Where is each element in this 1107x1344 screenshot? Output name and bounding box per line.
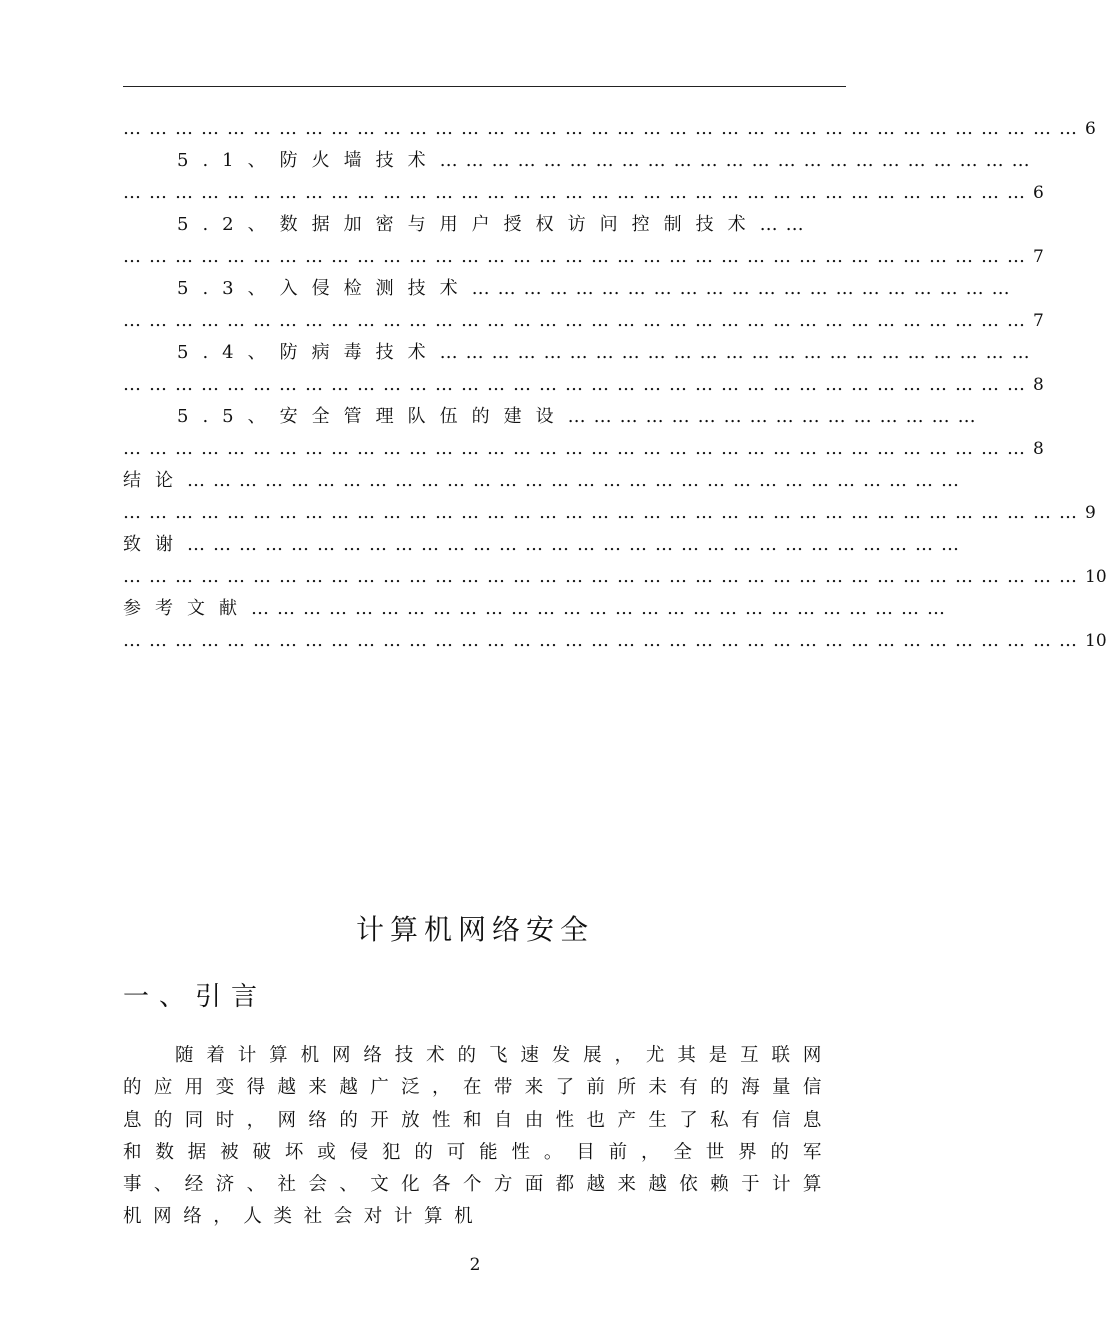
toc-entry[interactable] <box>177 404 984 430</box>
toc-page-number: 8 <box>1033 375 1044 395</box>
toc-entry[interactable] <box>177 148 1038 174</box>
toc-continuation <box>123 564 1107 590</box>
toc-leader: ………………………………………… <box>567 406 984 427</box>
toc-leader: ……………………………………………………………………………… <box>187 470 967 491</box>
toc-page-number: 8 <box>1033 439 1044 459</box>
toc-leader: ……………………………………………………… <box>471 278 1018 299</box>
toc-entry[interactable] <box>177 340 1038 366</box>
toc-continuation <box>123 116 1096 142</box>
toc-entry-label: 结论 <box>123 470 187 491</box>
toc-entry[interactable] <box>177 276 1018 302</box>
toc-leader: …… <box>759 214 812 235</box>
body-paragraph: 随着计算机网络技术的飞速发展，尤其是互联网的应用变得越来越广泛，在带来了前所未有的海量信息的同时，网络的开放性和自由性也产生了私有信息和数据被破坏或侵犯的可能性。目前，全世界的军事、经济、社会、文化各个方面都越来越依赖于计算机网络，人类社会对计算机 <box>123 1045 833 1228</box>
toc-entry-label: 5.4、防病毒技术 <box>177 342 440 363</box>
section-heading: 一、引言 <box>123 982 268 1012</box>
toc-continuation <box>123 500 1096 526</box>
toc-continuation <box>123 244 1044 270</box>
toc-continuation <box>123 180 1044 206</box>
toc-leader: …………………………………………………………………………………………… <box>123 182 1033 203</box>
toc-leader: ………………………………………………………………………………………………… <box>123 566 1085 587</box>
toc-entry-label: 5.2、数据加密与用户授权访问控制技术 <box>177 214 760 235</box>
article-title: 计算机网络安全 <box>355 913 594 946</box>
toc-leader: …………………………………………………………………………………………… <box>123 310 1033 331</box>
page-number: 2 <box>469 1255 481 1275</box>
toc-continuation <box>123 628 1107 654</box>
toc-leader: ……………………………………………………………………………… <box>187 534 967 555</box>
toc-entry-label: 5.3、入侵检测技术 <box>177 278 472 299</box>
toc-entry[interactable] <box>123 468 967 494</box>
toc-continuation <box>123 436 1044 462</box>
toc-page-number: 10 <box>1085 567 1107 587</box>
toc-page-number: 6 <box>1085 119 1096 139</box>
header-rule <box>123 86 846 87</box>
toc-leader: ………………………………………………………………………………………………… <box>123 118 1085 139</box>
toc-page-number: 7 <box>1033 311 1044 331</box>
toc-leader: …………………………………………………………… <box>439 342 1038 363</box>
toc-page-number: 7 <box>1033 247 1044 267</box>
toc-leader: ………………………………………………………………………………………………… <box>123 502 1085 523</box>
toc-continuation <box>123 308 1044 334</box>
toc-entry-label: 参考文献 <box>123 598 251 619</box>
toc-continuation <box>123 372 1044 398</box>
toc-leader: …………………………………………………………… <box>439 150 1038 171</box>
toc-entry[interactable] <box>177 212 846 238</box>
toc-entry-label: 致谢 <box>123 534 187 555</box>
toc-entry[interactable] <box>123 532 967 558</box>
toc-leader: ………………………………………………………………………………………………… <box>123 630 1085 651</box>
toc-leader: …………………………………………………………………………………………… <box>123 374 1033 395</box>
toc-leader: …………………………………………………………………………………………… <box>123 438 1033 459</box>
toc-leader: ……………………………………………………………………… <box>251 598 953 619</box>
toc-entry-label: 5.1、防火墙技术 <box>177 150 440 171</box>
toc-page-number: 6 <box>1033 183 1044 203</box>
toc-entry[interactable] <box>123 596 953 622</box>
toc-leader: …………………………………………………………………………………………… <box>123 246 1033 267</box>
toc-page-number: 9 <box>1085 503 1096 523</box>
toc-page-number: 10 <box>1085 631 1107 651</box>
toc-entry-label: 5.5、安全管理队伍的建设 <box>177 406 568 427</box>
